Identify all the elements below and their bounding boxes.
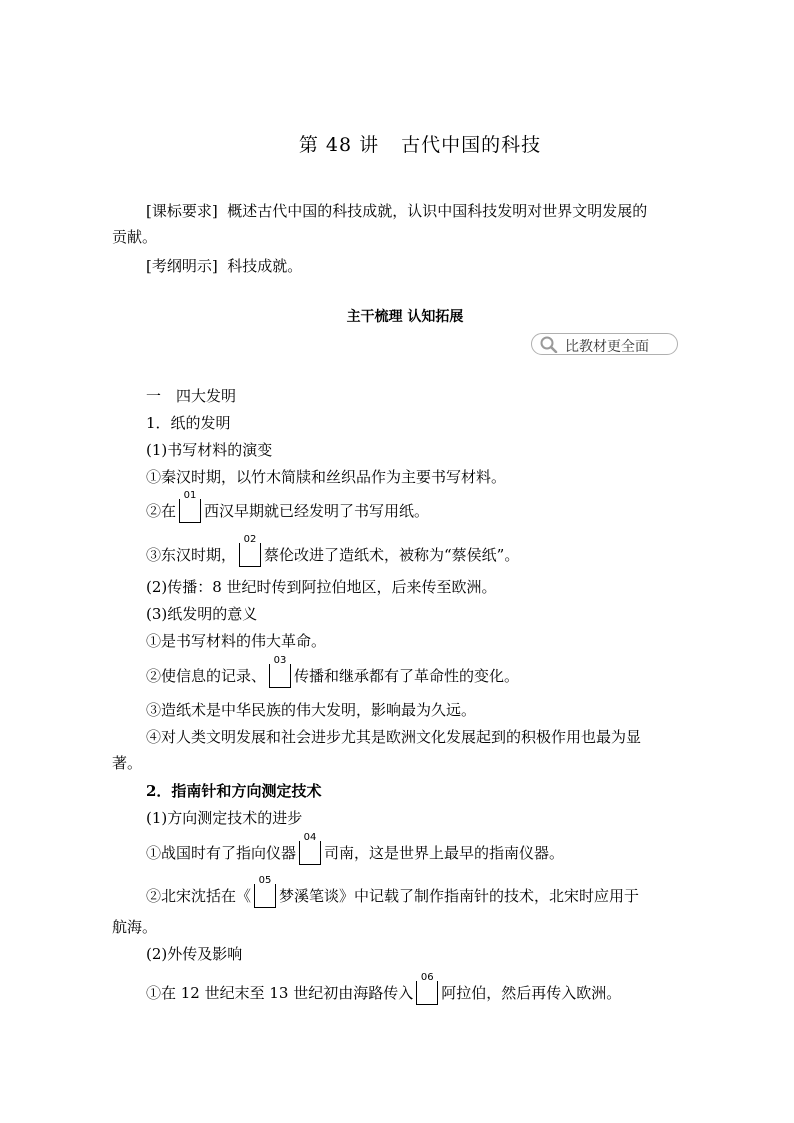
requirements-line2: 贡献。 bbox=[112, 228, 158, 246]
text-line: ④对人类文明发展和社会进步尤其是欧洲文化发展起到的积极作用也最为显 bbox=[146, 728, 642, 746]
answer-blank[interactable]: 06 bbox=[416, 981, 438, 1005]
syllabus-line: [考纲明示] 科技成就。 bbox=[146, 257, 303, 275]
text-line-with-blank: ③东汉时期， 02 蔡伦改进了造纸术，被称为“蔡侯纸”。 bbox=[146, 543, 519, 567]
requirements-tag: [课标要求] bbox=[146, 202, 218, 220]
answer-blank[interactable]: 02 bbox=[239, 543, 261, 567]
text-line-with-blank: ①战国时有了指向仪器 04 司南，这是世界上最早的指南仪器。 bbox=[146, 841, 564, 865]
heading-compass: 2．指南针和方向测定技术 bbox=[146, 782, 322, 800]
text-line-with-blank: ①在 12 世纪末至 13 世纪初由海路传入 06 阿拉伯，然后再传入欧洲。 bbox=[146, 981, 621, 1005]
answer-blank[interactable]: 03 bbox=[269, 664, 291, 688]
section-heading: 主干梳理 认知拓展 bbox=[346, 309, 464, 325]
lecture-number: 第 48 讲 bbox=[298, 134, 380, 156]
text-line: 航海。 bbox=[112, 918, 158, 936]
text-line: 著。 bbox=[112, 754, 143, 772]
lecture-topic: 古代中国的科技 bbox=[401, 134, 542, 156]
text-line-with-blank: ②北宋沈括在《 05 梦溪笔谈》中记载了制作指南针的技术，北宋时应用于 bbox=[146, 884, 639, 908]
subheading-direction-tech: (1)方向测定技术的进步 bbox=[146, 809, 303, 827]
heading-paper: 1．纸的发明 bbox=[146, 414, 231, 432]
subheading-writing-materials: (1)书写材料的演变 bbox=[146, 441, 273, 459]
text-line: ③造纸术是中华民族的伟大发明，影响最为久远。 bbox=[146, 701, 477, 719]
syllabus-tag: [考纲明示] bbox=[146, 257, 218, 275]
search-button-label: 比教材更全面 bbox=[565, 339, 649, 355]
text-line: ①秦汉时期，以竹木简牍和丝织品作为主要书写材料。 bbox=[146, 468, 507, 486]
subheading-spread: (2)外传及影响 bbox=[146, 945, 243, 963]
text-line-with-blank: ②使信息的记录、 03 传播和继承都有了革命性的变化。 bbox=[146, 664, 519, 688]
text-line: ①是书写材料的伟大革命。 bbox=[146, 632, 327, 650]
answer-blank[interactable]: 01 bbox=[179, 499, 201, 523]
answer-blank[interactable]: 04 bbox=[299, 841, 321, 865]
text-line-with-blank: ②在 01 西汉早期就已经发明了书写用纸。 bbox=[146, 499, 429, 523]
magnifier-icon bbox=[538, 336, 558, 353]
search-button[interactable] bbox=[531, 333, 678, 355]
subheading-significance: (3)纸发明的意义 bbox=[146, 605, 258, 623]
answer-blank[interactable]: 05 bbox=[254, 884, 276, 908]
text-line: (2)传播：8 世纪时传到阿拉伯地区，后来传至欧洲。 bbox=[146, 578, 497, 596]
heading-four-inventions: 一 四大发明 bbox=[146, 387, 237, 405]
page-title bbox=[0, 130, 794, 157]
requirements-line1: [课标要求] 概述古代中国的科技成就，认识中国科技发明对世界文明发展的 bbox=[146, 202, 648, 220]
